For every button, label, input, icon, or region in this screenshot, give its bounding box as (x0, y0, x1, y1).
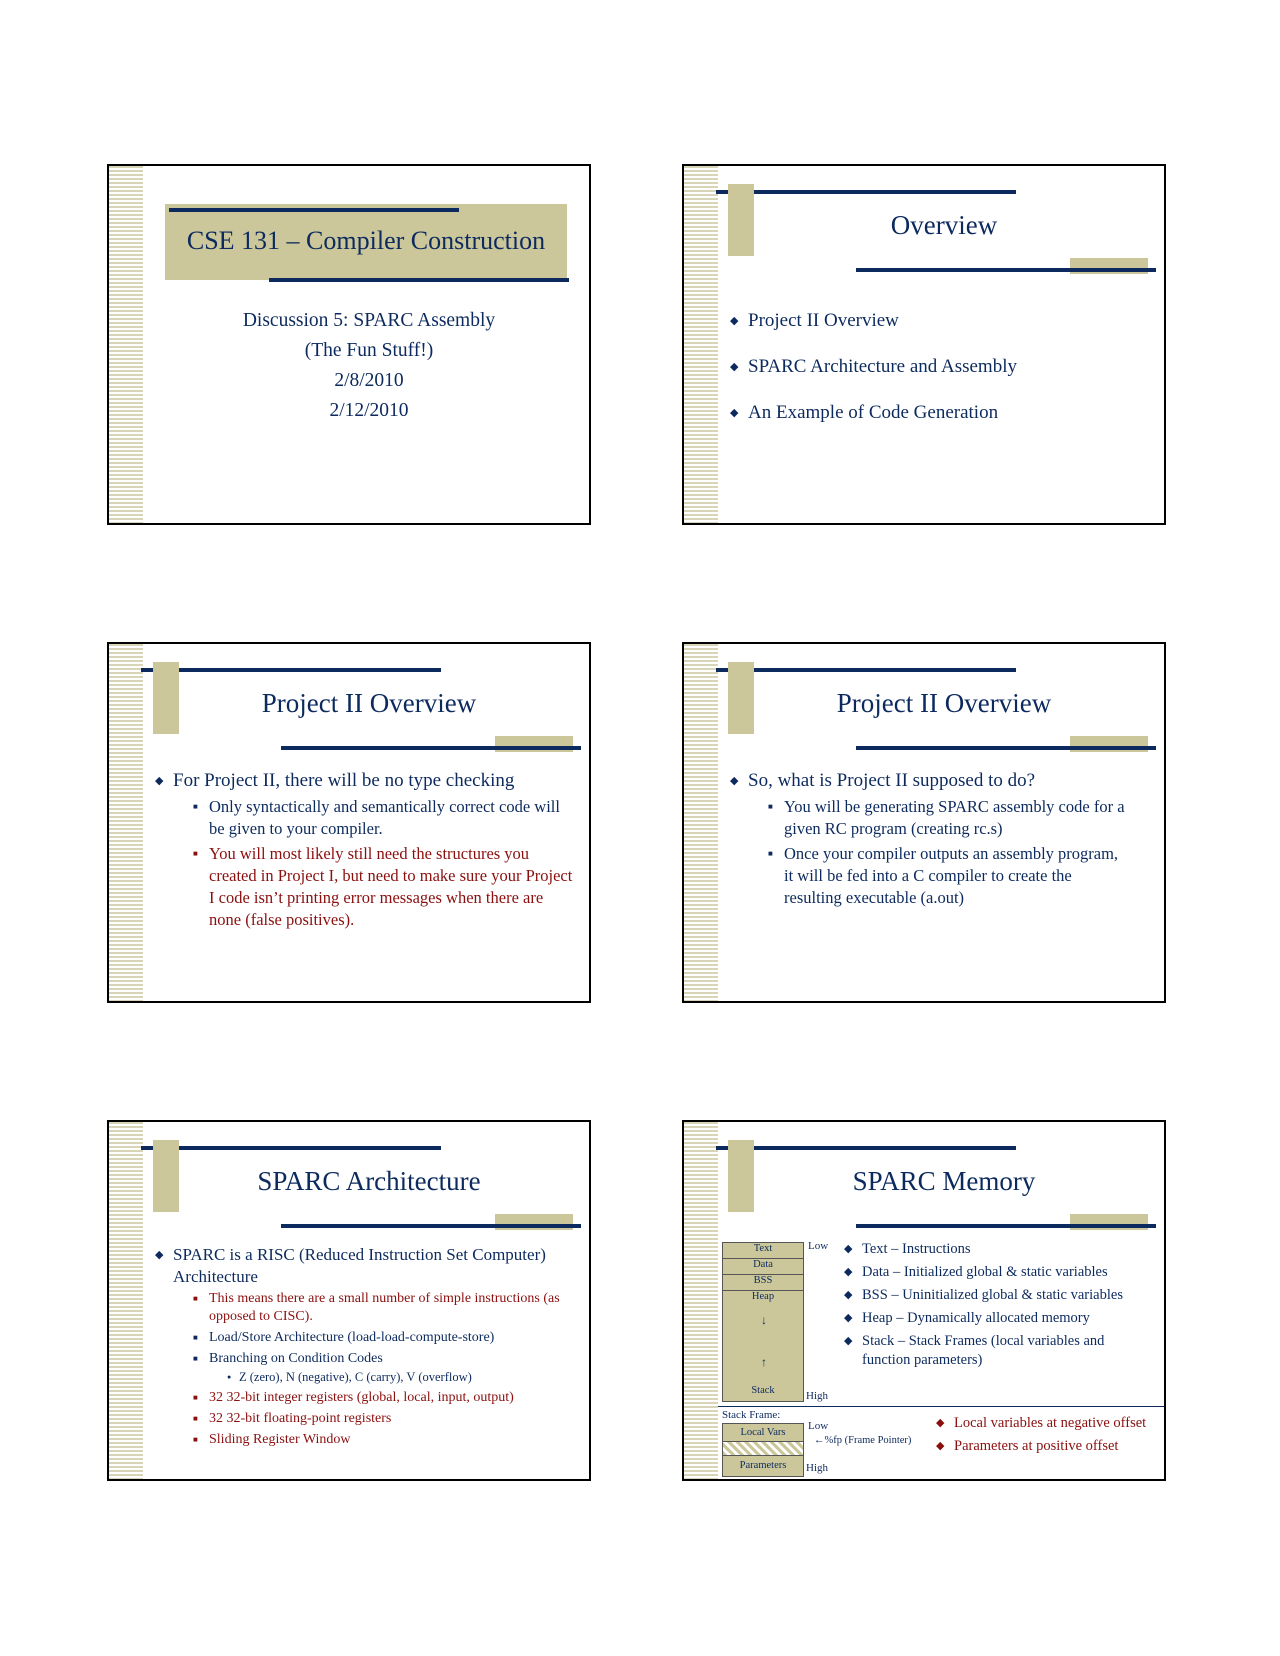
slide-1 (107, 164, 591, 525)
sub-item: ■ 32 32-bit integer registers (global, local, input, output) (193, 1389, 575, 1407)
sub-item: ■ Sliding Register Window (193, 1431, 575, 1449)
bullet-list (730, 310, 1150, 424)
sub-item: ■ Once your compiler outputs an assembly program, it will be fed into a C compiler to create the resulting executable (a.out) (768, 843, 1130, 909)
decorative-stripes (684, 166, 718, 523)
sub-sub-list (209, 1368, 575, 1386)
sub-item-text: Branching on Condition Codes (209, 1351, 383, 1366)
sub-sub-item: ● Z (zero), N (negative), C (carry), V (overflow) (227, 1368, 575, 1386)
segment-data: Data (723, 1259, 803, 1275)
high-label: High (806, 1462, 828, 1474)
stack-frame-label: Stack Frame: (722, 1409, 781, 1421)
slide-3 (107, 642, 591, 1003)
sub-item: ■ 32 32-bit floating-point registers (193, 1410, 575, 1428)
navy-bar (141, 1146, 441, 1150)
slide-title: CSE 131 – Compiler Construction (186, 226, 546, 255)
sub-item (193, 1350, 575, 1386)
subtitle-line: Discussion 5: SPARC Assembly (242, 310, 496, 331)
frame-bullet-list (936, 1414, 1166, 1456)
frame-pointer-text: %fp (Frame Pointer) (824, 1435, 912, 1446)
stack-frame-diagram (722, 1423, 804, 1477)
down-arrow-icon: ↓ (761, 1313, 767, 1327)
subtitle-line: (The Fun Stuff!) (304, 340, 434, 361)
high-label: High (806, 1390, 828, 1402)
list-item: ◆ Heap – Dynamically allocated memory (844, 1309, 1144, 1328)
bullet-list (730, 770, 1130, 912)
list-item: ◆ Parameters at positive offset (936, 1437, 1166, 1456)
date-line: 2/12/2010 (329, 400, 409, 421)
segment-heap: Heap (751, 1291, 775, 1302)
navy-bar (141, 668, 441, 672)
decorative-stripes (109, 1122, 143, 1479)
frame-hatch (723, 1442, 803, 1456)
arrow-left-icon: ← (814, 1435, 825, 1446)
slide-title: Project II Overview (261, 688, 477, 718)
navy-bar (716, 190, 1016, 194)
list-item (730, 770, 1130, 909)
slide-4 (682, 642, 1166, 1003)
title-box (165, 204, 567, 280)
navy-bar (281, 1224, 581, 1228)
list-item: ◆ BSS – Uninitialized global & static variables (844, 1286, 1144, 1305)
segment-stack: Stack (751, 1385, 775, 1396)
bullet-text: So, what is Project II supposed to do? (748, 770, 1036, 791)
frame-local-vars: Local Vars (723, 1424, 803, 1442)
frame-pointer-label (814, 1435, 911, 1446)
date-line: 2/8/2010 (334, 370, 404, 391)
list-item: ◆ Stack – Stack Frames (local variables and function parameters) (844, 1332, 1144, 1370)
sub-item: ■ Only syntactically and semantically correct code will be given to your compiler. (193, 796, 575, 840)
slide-title: Project II Overview (836, 688, 1052, 718)
slide-6 (682, 1120, 1166, 1481)
slide-2 (682, 164, 1166, 525)
bullet-list (155, 1244, 575, 1452)
sub-list (173, 1290, 575, 1449)
navy-bar (856, 268, 1156, 272)
navy-bar (269, 278, 569, 282)
list-item: ◆ Data – Initialized global & static variables (844, 1263, 1144, 1282)
list-item: ◆ Local variables at negative offset (936, 1414, 1166, 1433)
sub-item: ■ This means there are a small number of simple instructions (as opposed to CISC). (193, 1290, 575, 1326)
list-item (155, 1244, 575, 1449)
bullet-text: For Project II, there will be no type checking (173, 770, 515, 791)
sub-item: ■ You will most likely still need the structures you created in Project I, but need to make sure your Project I code isn’t printing error messages when there are none (false positives). (193, 843, 575, 931)
sub-item: ■ Load/Store Architecture (load-load-compute-store) (193, 1329, 575, 1347)
list-item: ◆ Project II Overview (730, 310, 1150, 332)
segment-bss: BSS (723, 1275, 803, 1291)
up-arrow-icon: ↑ (761, 1355, 767, 1369)
sub-item: ■ You will be generating SPARC assembly code for a given RC program (creating rc.s) (768, 796, 1130, 840)
segment-text: Text (723, 1243, 803, 1259)
decorative-stripes (109, 166, 143, 523)
list-item: ◆ Text – Instructions (844, 1240, 1144, 1259)
navy-bar (281, 746, 581, 750)
bullet-text: SPARC is a RISC (Reduced Instruction Set Computer) Architecture (173, 1245, 546, 1286)
bullet-list (155, 770, 575, 934)
bullet-list (844, 1240, 1144, 1370)
slide-5 (107, 1120, 591, 1481)
sub-list (173, 796, 575, 931)
decorative-stripes (684, 644, 718, 1001)
subtitle-block (149, 306, 589, 426)
slide-title: SPARC Architecture (257, 1166, 481, 1196)
memory-diagram (722, 1242, 804, 1402)
navy-bar (169, 208, 459, 212)
list-item: ◆ An Example of Code Generation (730, 402, 1150, 424)
sub-list (748, 796, 1130, 909)
navy-bar (716, 668, 1016, 672)
navy-bar (716, 1146, 1016, 1150)
list-item: ◆ SPARC Architecture and Assembly (730, 356, 1150, 378)
low-label: Low (808, 1240, 829, 1252)
slide-title: Overview (890, 210, 998, 240)
divider (718, 1406, 1164, 1407)
list-item (155, 770, 575, 931)
low-label: Low (808, 1420, 829, 1432)
slide-title: SPARC Memory (852, 1166, 1036, 1196)
decorative-stripes (684, 1122, 718, 1479)
frame-parameters: Parameters (739, 1460, 787, 1471)
decorative-stripes (109, 644, 143, 1001)
navy-bar (856, 1224, 1156, 1228)
navy-bar (856, 746, 1156, 750)
